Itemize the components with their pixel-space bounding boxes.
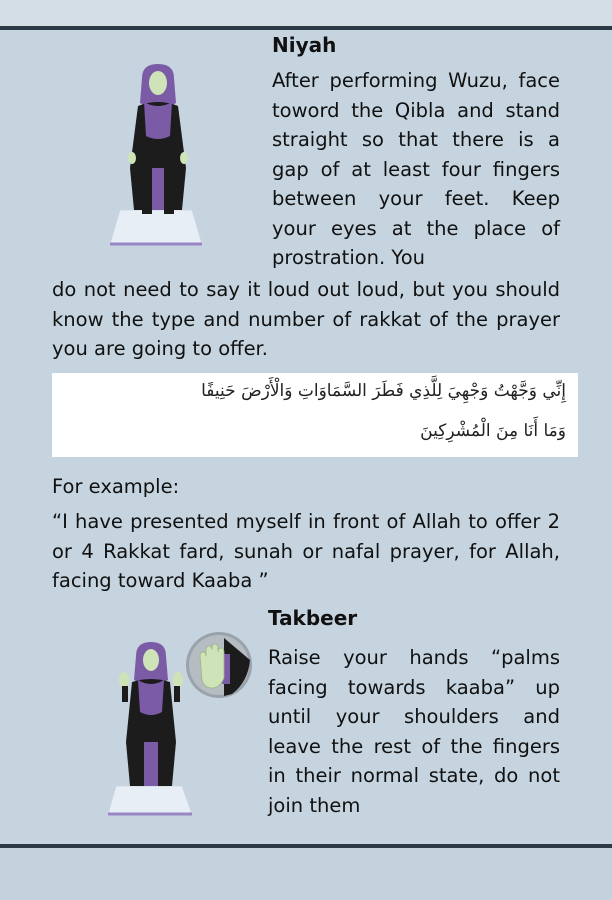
example-quote: “I have presented myself in front of Allah to offer 2 or 4 Rakkat fard, sunah or nafal prayer, for Allah, facing toward Kaaba ” — [52, 510, 560, 592]
example-label: For example: — [52, 475, 180, 498]
niyah-paragraph-wrap: After performing Wuzu, face toword the Qibla and stand straight so that there is a gap of at least four fingers between your feet. Keep your eyes at the place of prostration. You — [272, 69, 560, 269]
niyah-heading: Niyah — [272, 33, 337, 57]
top-frame — [0, 0, 612, 26]
bottom-frame — [0, 848, 612, 900]
standing-figure-illustration — [108, 58, 208, 248]
takbeer-paragraph: Raise your hands “palms facing towards kaaba” up until your shoulders and leave the rest of the fingers in their normal state, do not join them — [268, 646, 560, 817]
takbeer-figure-illustration — [106, 638, 196, 818]
dua-line-1: إِنِّي وَجَّهْتُ وَجْهِيَ لِلَّذِي فَطَرَ السَّمَاوَاتِ وَالْأَرْضَ حَنِيفًا — [201, 381, 566, 401]
dua-line-2: وَمَا أَنَا مِنَ الْمُشْرِكِينَ — [420, 421, 566, 441]
raised-palm-icon — [184, 630, 254, 700]
dua-box — [52, 373, 578, 457]
takbeer-heading: Takbeer — [268, 606, 358, 630]
niyah-paragraph-full: do not need to say it loud out loud, but you should know the type and number of rakkat of the prayer you are going to offer. — [52, 278, 560, 360]
